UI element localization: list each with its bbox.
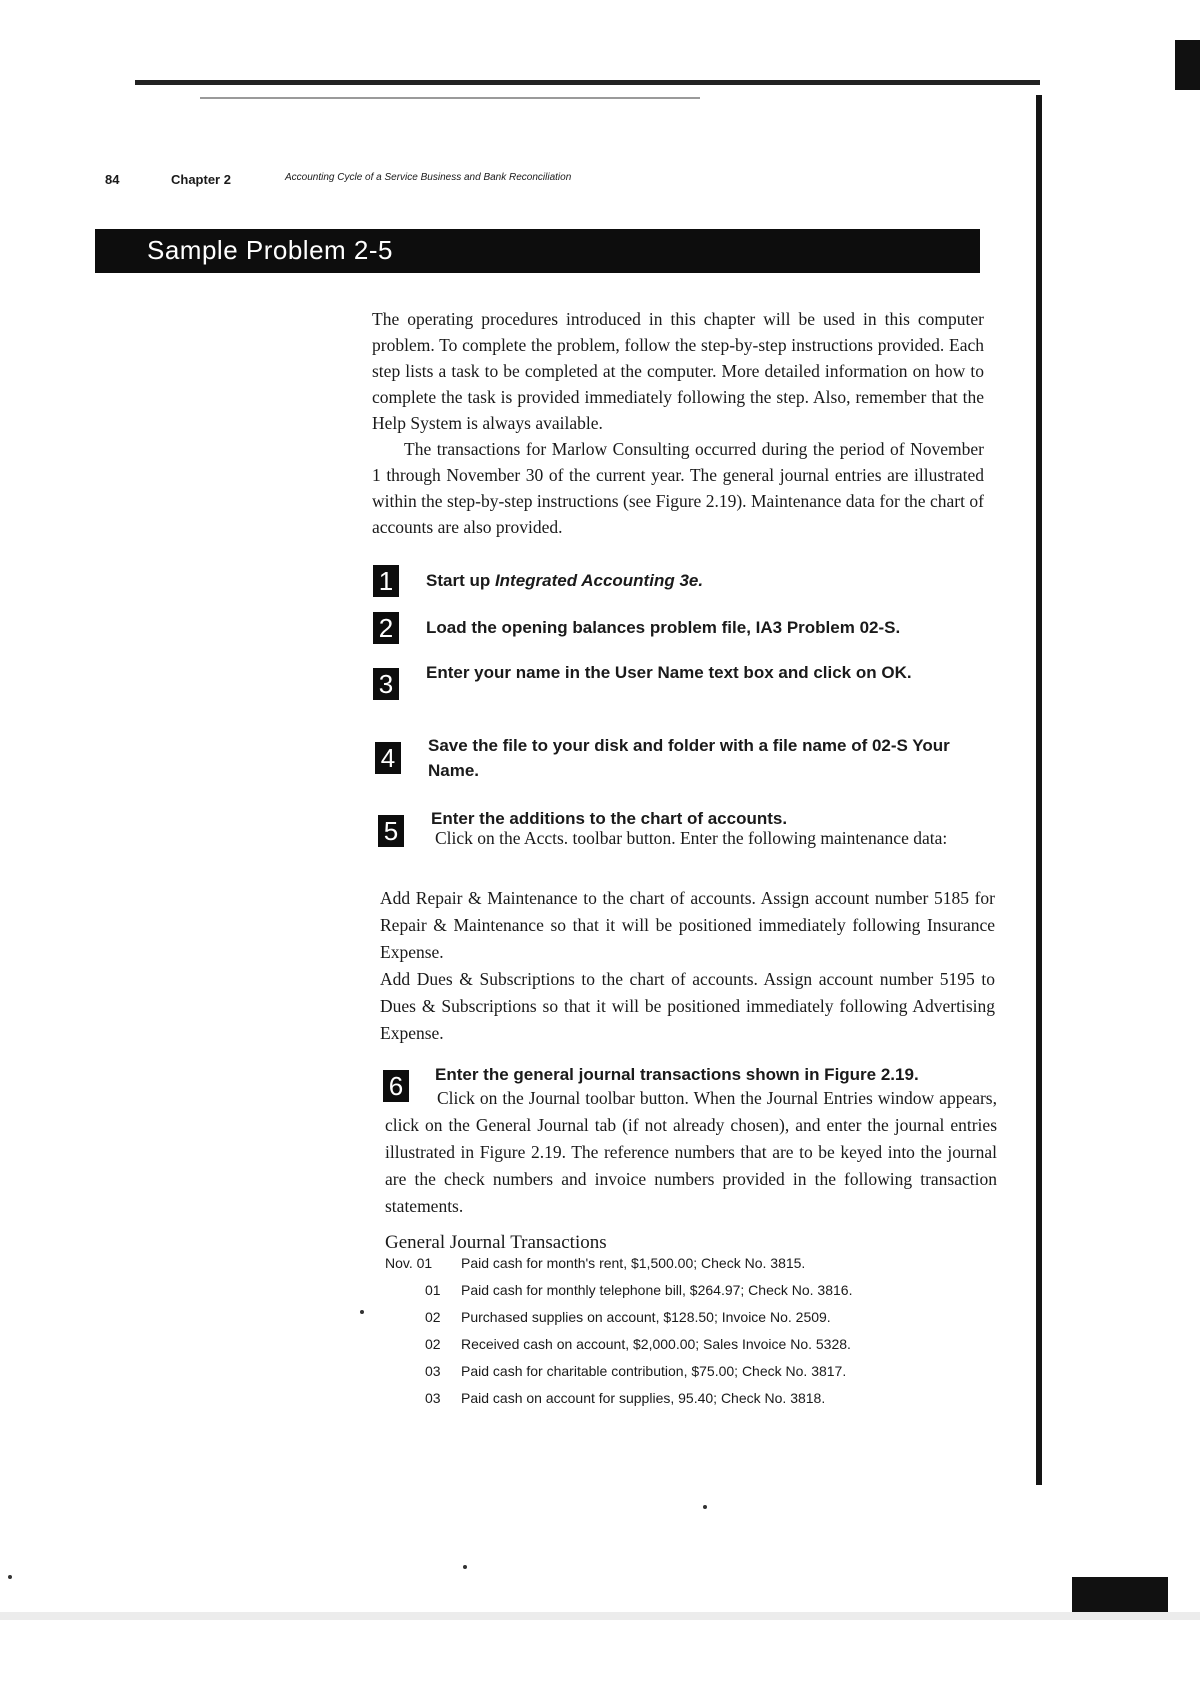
step-1	[373, 565, 993, 597]
scan-speck	[463, 1565, 467, 1569]
journal-date: 02	[425, 1336, 441, 1352]
page-number: 84	[105, 172, 120, 187]
step-title: Save the file to your disk and folder with a file name of 02-S Your Name.	[428, 736, 950, 780]
top-rule-faint	[200, 97, 700, 99]
step-2	[373, 612, 993, 644]
software-name: Integrated Accounting 3e.	[494, 571, 704, 590]
scan-speck	[703, 1505, 707, 1509]
journal-description: Paid cash for monthly telephone bill, $264.97; Check No. 3816.	[461, 1282, 853, 1298]
step-number-badge: 4	[375, 742, 401, 774]
step-5-paragraph-1: Add Repair & Maintenance to the chart of accounts. Assign account number 5185 for Repair & Maintenance so that it will be positioned immediately following Insurance Expense.	[380, 888, 995, 962]
intro-paragraph-2: The transactions for Marlow Consulting occurred during the period of November 1 through November 30 of the current year. The general journal entries are illustrated within the step-by-step instructions (see Figure 2.19). Maintenance data for the chart of accounts are also provided.	[372, 439, 984, 537]
step-number-badge: 2	[373, 612, 399, 644]
step-title-text: Start up	[426, 571, 495, 590]
step-title: Enter your name in the User Name text box and click on OK.	[426, 663, 912, 682]
intro-paragraph-1: The operating procedures introduced in this chapter will be used in this computer problem. To complete the problem, follow the step-by-step instructions provided. Each step lists a task to be completed at the computer. More detailed information on how to complete the task is provided immediately following the step. Also, remember that the Help System is always available.	[372, 309, 984, 433]
section-banner	[95, 229, 980, 273]
top-rule	[135, 80, 1040, 85]
step-number-badge: 3	[373, 668, 399, 700]
scan-speck	[8, 1575, 12, 1579]
scan-speck	[360, 1310, 364, 1314]
journal-title: General Journal Transactions	[385, 1232, 607, 1253]
scan-bottom-band	[0, 1612, 1200, 1620]
page-edge-rule	[1036, 95, 1042, 1485]
journal-description: Paid cash for charitable contribution, $75.00; Check No. 3817.	[461, 1363, 847, 1379]
step-4	[375, 736, 995, 796]
step-number-badge: 6	[383, 1070, 409, 1102]
journal-date: Nov. 01	[385, 1255, 433, 1271]
step-number-badge: 5	[378, 815, 404, 847]
journal-date: 03	[425, 1390, 441, 1406]
journal-description: Paid cash on account for supplies, 95.40; Check No. 3818.	[461, 1390, 826, 1406]
step-5-instructions: Click on the Accts. toolbar button. Enter the following maintenance data:	[435, 828, 948, 848]
scan-edge-mark	[1175, 40, 1200, 90]
journal-date: 01	[425, 1282, 441, 1298]
step-6-instructions: Click on the Journal toolbar button. When the Journal Entries window appears, click on the General Journal tab (if not already chosen), and enter the journal entries illustrated in Figure 2.19. The reference numbers that are to be keyed into the journal are the check numbers and invoice numbers provided in the following transaction statements.	[385, 1088, 997, 1216]
running-header	[105, 172, 572, 187]
chapter-title: Accounting Cycle of a Service Business and Bank Reconciliation	[285, 172, 572, 183]
section-title: Sample Problem 2-5	[147, 235, 393, 265]
journal-date: 03	[425, 1363, 441, 1379]
journal-date: 02	[425, 1309, 441, 1325]
step-title	[426, 568, 703, 593]
journal-description: Purchased supplies on account, $128.50; Invoice No. 2509.	[461, 1309, 831, 1325]
step-title: Enter the general journal transactions shown in Figure 2.19.	[435, 1065, 919, 1084]
chapter-label: Chapter 2	[171, 172, 231, 187]
journal-description: Received cash on account, $2,000.00; Sales Invoice No. 5328.	[461, 1336, 851, 1352]
intro-text	[372, 306, 984, 540]
step-number-badge: 1	[373, 565, 399, 597]
scan-corner-block	[1072, 1577, 1168, 1615]
step-title: Load the opening balances problem file, IA3 Problem 02-S.	[426, 618, 901, 637]
step-3	[373, 663, 993, 722]
journal-description: Paid cash for month's rent, $1,500.00; Check No. 3815.	[461, 1255, 806, 1271]
step-title: Enter the additions to the chart of accounts.	[431, 809, 788, 828]
step-5-paragraph-2: Add Dues & Subscriptions to the chart of accounts. Assign account number 5195 to Dues & Subscriptions so that it will be positioned immediately following Advertising Expense.	[380, 969, 995, 1043]
